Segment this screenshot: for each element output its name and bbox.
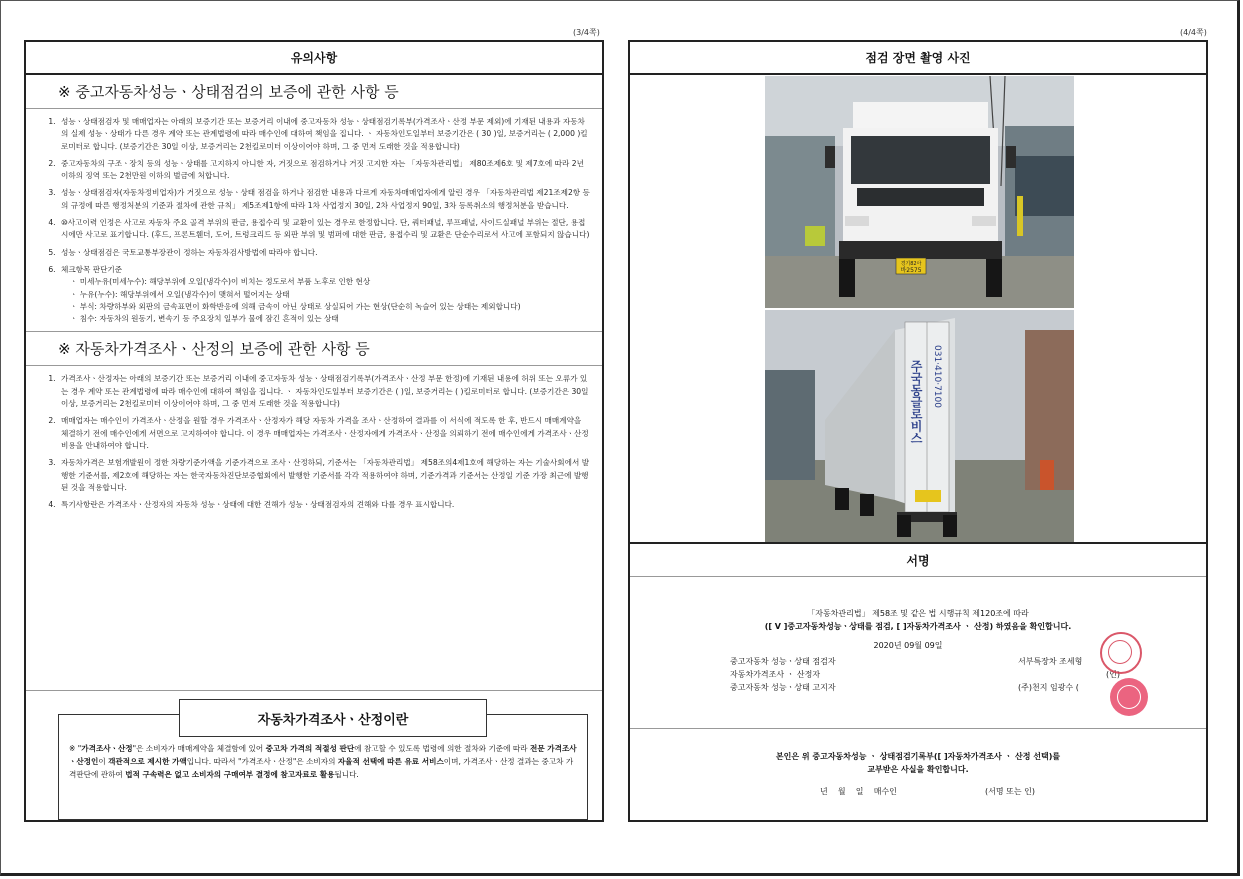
page-number-right: (4/4쪽) — [1180, 28, 1207, 37]
price-survey-note-box — [58, 714, 588, 820]
svg-text:주국동글로비스: 주국동글로비스 — [909, 360, 923, 444]
criteria-item: ㆍ 부식: 차량하부와 외판의 금속표면이 화학반응에 의해 금속이 아닌 상태로 상실되어 가는 현상(단순히 녹슬어 있는 상태는 제외합니다) — [70, 301, 521, 311]
role-label: 중고자동차 성능ㆍ상태 고지자 — [730, 683, 836, 693]
dealer-seal-icon — [1110, 678, 1148, 716]
role-value: 서부특장차 조세형 — [1018, 657, 1083, 666]
front-view-photo — [765, 76, 1074, 308]
section-divider — [26, 690, 602, 691]
list-item: 3. 성능ㆍ상태점검자(자동차정비업자)가 거짓으로 성능ㆍ상태 점검을 하거나 점검한 내용과 다르게 자동차매매업자에게 알린 경우 「자동차관리법 제21조제2항 등의 규정에 따른 행정처분의 기준과 절차에 관한 규칙」 제5조제1항에 따라 1차 사업정지 30일, 2차 사업정지 90일, 3차 등록취소의 행정처분을 받습니다. — [58, 187, 590, 212]
criteria-heading: 체크항목 판단기준 — [61, 264, 123, 274]
role-label: 자동차가격조사 ㆍ 산정자 — [730, 670, 821, 680]
price-warranty-list — [26, 366, 602, 522]
rear-view-photo — [765, 310, 1074, 542]
list-item: 3. 자동차가격은 보험개발원이 정한 차량기준가액을 기준가격으로 조사ㆍ산정하되, 기준서는 「자동차관리법」 제58조의4제1호에 해당하는 자는 기술사회에서 발행한 기준서를, 제2호에 해당하는 자는 한국자동차진단보증협회에서 발행한 기준서를 각각 적용하여야 하며, 기준가격과 기준서는 산정일 기준 가장 최근에 발행된 것을 적용합니다. — [58, 457, 590, 494]
photo-panel-title: 점검 장면 촬영 사진 — [630, 42, 1206, 75]
list-item: 4. 특기사항란은 가격조사ㆍ산정자의 자동차 성능ㆍ상태에 대한 견해가 성능ㆍ상태점검자의 견해와 다를 경우 표시합니다. — [58, 499, 590, 511]
list-item: 2. 중고자동차의 구조ㆍ장치 등의 성능ㆍ상태를 고지하지 아니한 자, 거짓으로 점검하거나 거짓 고지한 자는 「자동차관리법」 제80조제6호 및 제7호에 따라 2년 이하의 징역 또는 2천만원 이하의 벌금에 처합니다. — [58, 158, 590, 183]
confirmation-line: ([ V ]중고자동차성능ㆍ상태를 점검, [ ]자동차가격조사 ㆍ 산정) 하였음을 확인합니다. — [764, 622, 1072, 632]
signature-section — [630, 542, 1206, 822]
svg-text:031·410·7100: 031·410·7100 — [932, 345, 942, 408]
buyer-signature-field[interactable]: (서명 또는 인) — [985, 787, 1035, 796]
list-item: 4. ⑩사고이력 인정은 사고로 자동차 주요 골격 부위의 판금, 용접수리 및 교환이 있는 경우로 한정합니다. 단, 쿼터패널, 루프패널, 사이드실패널 부위는 절단, 용접시에만 사고로 표기합니다. (후드, 프론트휀더, 도어, 트렁크리드 등 외판 부위 및 범퍼에 대한 판금, 용접수리 및 교환은 단순수리로서 사고에 포함되지 않습니다) — [58, 217, 590, 242]
criteria-item: ㆍ 침수: 자동차의 원동기, 변속기 등 주요장치 일부가 물에 잠긴 흔적이 있는 상태 — [70, 314, 339, 324]
list-item: 1. 성능ㆍ상태점검자 및 매매업자는 아래의 보증기간 또는 보증거리 이내에 중고자동차 성능ㆍ상태점검기록부(가격조사ㆍ산정 부문 제외)에 기재된 내용과 자동차의 실제 성능ㆍ상태가 다른 경우 계약 또는 관계법령에 따라 매수인에 대하여 책임을 집니다. ㆍ 자동차인도일부터 보증기간은 ( 30 )일, 보증거리는 ( 2,000 )킬로미터로 합니다. (보증기간은 30일 이상, 보증거리는 2천킬로미터 이상이어야 하며, 그 중 먼저 도래한 것을 적용합니다) — [58, 116, 590, 153]
list-item: 1. 가격조사ㆍ산정자는 아래의 보증기간 또는 보증거리 이내에 중고자동차 성능ㆍ상태점검기록부(가격조사ㆍ산정 부문 한정)에 기재된 내용에 허위 또는 오류가 있는 경우 계약 또는 관계법령에 따라 매수인에 대하여 책임을 집니다. ㆍ 자동차인도일부터 보증기간은 ( )일, 보증거리는 ( )킬로미터로 합니다. (보증기간은 30일 이상, 보증거리는 2천킬로미터 이상이어야 하며, 그 중 먼저 도래한 것을 적용합니다) — [58, 373, 590, 410]
role-value: (인) — [1106, 670, 1120, 680]
role-value: (주)천지 임광수 ( — [1018, 683, 1079, 693]
signature-title: 서명 — [630, 544, 1206, 577]
inspector-seal-icon — [1100, 632, 1142, 674]
criteria-list — [61, 276, 590, 325]
list-item — [58, 264, 590, 325]
criteria-item: ㆍ 미세누유(미세누수): 해당부위에 오일(냉각수)이 비치는 정도로서 부품 노후로 인한 현상 — [70, 277, 371, 287]
buyer-confirmation-line: 본인은 위 중고자동차성능 ㆍ 상태점검기록부([ ]자동차가격조사 ㆍ 산정 선택)를 — [775, 752, 1061, 761]
photo-signature-panel — [628, 40, 1208, 822]
section-heading-price-warranty: ※ 자동차가격조사ㆍ산정의 보증에 관한 사항 등 — [26, 331, 602, 366]
page-number-left: (3/4쪽) — [573, 28, 600, 37]
price-survey-note-title: 자동차가격조사ㆍ산정이란 — [179, 699, 487, 737]
svg-text:바2575: 바2575 — [900, 267, 922, 274]
buyer-date-line: 년 월 일 매수인 — [820, 787, 897, 796]
section-divider — [630, 728, 1206, 729]
inspection-date: 2020년 09월 09일 — [873, 641, 943, 651]
notice-panel-title: 유의사항 — [26, 42, 602, 75]
truck-rear-image — [765, 310, 1074, 542]
list-item: 2. 매매업자는 매수인이 가격조사ㆍ산정을 원할 경우 가격조사ㆍ산정자가 해당 자동차 가격을 조사ㆍ산정하여 결과를 이 서식에 적도록 한 후, 반드시 매매계약을 체결하기 전에 매수인에게 서면으로 고지하여야 합니다. 이 경우 매매업자는 가격조사ㆍ산정자에게 가격조사ㆍ산정을 의뢰하기 전에 매수인에게 가격조사ㆍ산정 비용을 안내하여야 합니다. — [58, 415, 590, 452]
inspection-warranty-list — [26, 109, 602, 331]
price-survey-note-body: ※ "가격조사ㆍ산정"은 소비자가 매매계약을 체결함에 있어 중고차 가격의 적절성 판단에 참고할 수 있도록 법령에 의한 절차와 기준에 따라 전문 가격조사ㆍ산정인이 객관적으로 제시한 가액입니다. 따라서 "가격조사ㆍ산정"은 소비자의 자율적 선택에 따른 유료 서비스이며, 가격조사ㆍ산정 결과는 중고차 가격판단에 관하여 법적 구속력은 없고 소비자의 구매여부 결정에 참고자료로 활용됩니다. — [69, 744, 577, 779]
notice-panel — [24, 40, 604, 822]
role-label: 중고자동차 성능ㆍ상태 점검자 — [730, 657, 836, 666]
svg-text:경기82아: 경기82아 — [900, 261, 922, 267]
role-labels — [730, 655, 836, 695]
criteria-item: ㆍ 누유(누수): 해당부위에서 오일(냉각수)이 맺혀서 떨어지는 상태 — [70, 289, 290, 299]
truck-front-image — [765, 76, 1074, 308]
section-heading-inspection-warranty: ※ 중고자동차성능ㆍ상태점검의 보증에 관한 사항 등 — [26, 75, 602, 109]
buyer-confirmation-line: 교부받은 사실을 확인합니다. — [867, 765, 969, 774]
list-item: 5. 성능ㆍ상태점검은 국토교통부장관이 정하는 자동차검사방법에 따라야 합니다. — [58, 247, 590, 259]
legal-basis-line: 「자동차관리법」 제58조 및 같은 법 시행규칙 제120조에 따라 — [807, 609, 1029, 618]
